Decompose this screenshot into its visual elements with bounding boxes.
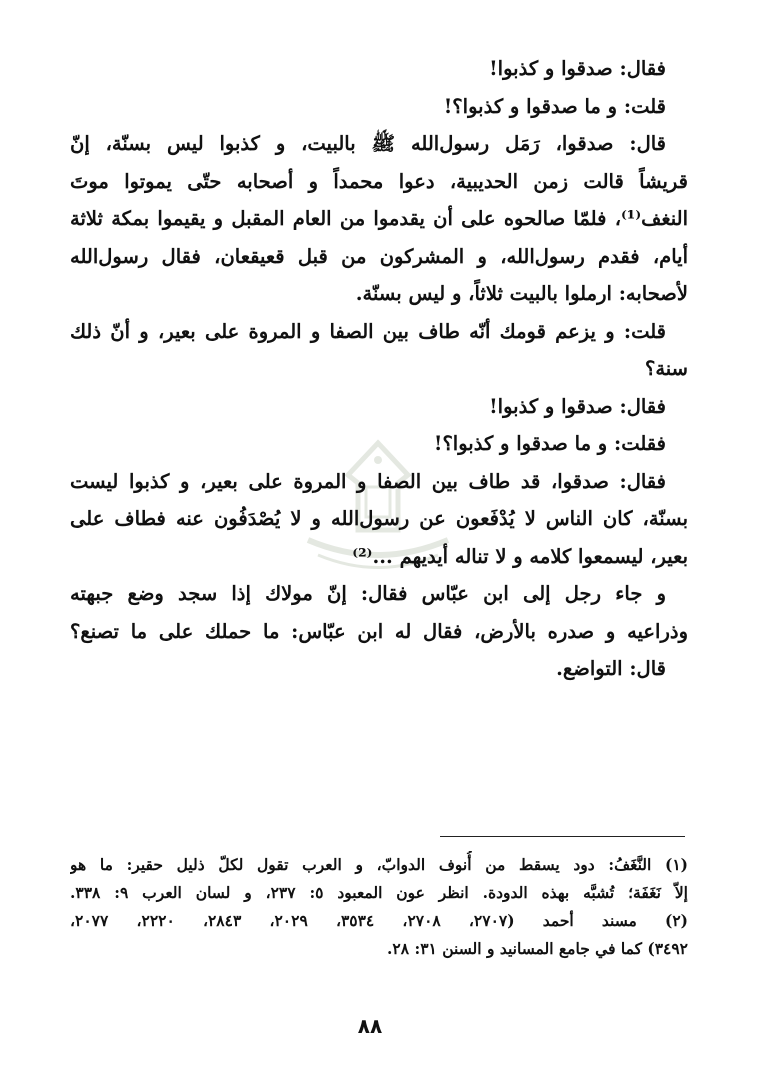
text-line: لأصحابه: ارملوا بالبيت ثلاثاً، و ليس بسنّة.: [355, 282, 688, 305]
text-line: سنة؟: [644, 357, 688, 380]
text-line: فقال: صدقوا و كذبوا!: [489, 394, 666, 418]
text-line: فقال: صدقوا، قد طاف بين الصفا و المروة على بعير، و كذبوا ليست: [70, 469, 666, 493]
text-line: قال: صدقوا، رَمَل رسول‌الله ﷺ بالبيت، و كذبوا ليس بسنّة، إنّ: [70, 132, 666, 155]
footnote-line: ٣٤٩٢) كما في جامع المسانيد و السنن ٣١: ٢٨.: [387, 939, 688, 958]
footnote-line: (١) النَّغَفُ: دود يسقط من أُنوف الدوابّ، و العرب تقول لكلّ ذليل حقير: ما هو: [70, 855, 688, 874]
footnote-line: إلاّ نَغَفَة؛ تُشبَّه بهذه الدودة. انظر عون المعبود ٥: ٢٣٧، و لسان العرب ٩: ٣٣٨.: [70, 883, 688, 902]
footnote-separator: [440, 836, 685, 837]
page-number: ٨٨: [357, 1014, 383, 1038]
text-line: النغف⁽¹⁾، فلمّا صالحوه على أن يقدموا من العام المقبل و يقيموا بمكة ثلاثة: [70, 207, 688, 230]
text-line: فقال: صدقوا و كذبوا!: [489, 57, 666, 80]
text-line: بعير، ليسمعوا كلامه و لا تناله أيديهم ...⁽²⁾: [352, 544, 688, 568]
footnotes: [70, 851, 688, 963]
main-text: [70, 50, 688, 688]
text-line: قريشاً قالت زمن الحديبية، دعوا محمداً و أصحابه حتّى يموتوا موتَ: [70, 169, 688, 193]
text-line: و جاء رجل إلى ابن عبّاس فقال: إنّ مولاك إذا سجد وضع جبهته: [70, 582, 666, 605]
text-line: قال: التواضع.: [556, 657, 666, 680]
text-line: قلت: و ما صدقوا و كذبوا؟!: [443, 94, 666, 118]
text-line: قلت: و يزعم قومك أنّه طاف بين الصفا و المروة على بعير، و أنّ ذلك: [70, 319, 666, 343]
text-line: أيام، فقدم رسول‌الله، و المشركون من قبل قعيقعان، فقال رسول‌الله: [70, 244, 688, 268]
text-line: وذراعيه و صدره بالأرض، فقال له ابن عبّاس: ما حملك على ما تصنع؟: [70, 619, 688, 643]
text-line: فقلت: و ما صدقوا و كذبوا؟!: [433, 432, 666, 455]
text-line: بسنّة، كان الناس لا يُدْفَعون عن رسول‌الله و لا يُصْدَفُون عنه فطاف على: [70, 507, 688, 530]
footnote-line: (٢) مسند أحمد (٢٧٠٧، ٢٧٠٨، ٣٥٣٤، ٢٠٢٩، ٢٨٤٣، ٢٢٢٠، ٢٠٧٧،: [70, 911, 688, 930]
